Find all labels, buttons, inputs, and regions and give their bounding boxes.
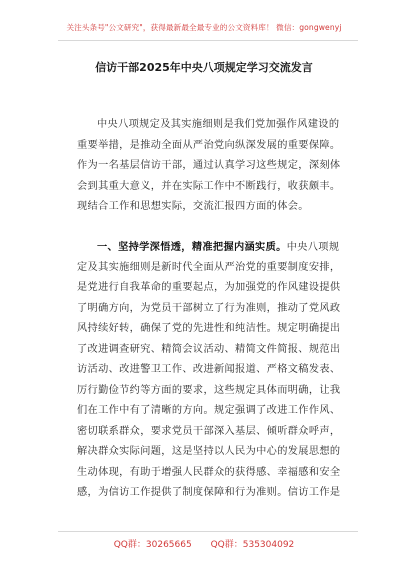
- paragraph-line: 定及其实施细则是新时代全面从严治党的重要制度安排，: [77, 261, 341, 273]
- paragraph-line: 访活动、改进警卫工作、改进新闻报道、严格文稿发表、: [77, 364, 341, 375]
- section-1-heading: 一、坚持学深悟透，精准把握内涵实质。: [97, 241, 287, 253]
- paragraph-line: 感，为信访工作提供了制度保障和行为准则。信访工作是: [77, 487, 341, 498]
- section-1-paragraph: [77, 237, 341, 504]
- footer: [0, 537, 408, 550]
- paragraph-line: 作为一名基层信访干部，通过认真学习这些规定，深刻体: [77, 160, 341, 171]
- section-1-first-line-text: 中央八项规: [286, 242, 340, 253]
- promo-banner: 关注头条号"公文研究"，获得最新最全最专业的公文资料库！ 微信：gongwenyj: [66, 23, 342, 32]
- paragraph-line: 解决群众实际问题，这是坚持以人民为中心的发展思想的: [77, 446, 341, 457]
- footer-qq-group-2: QQ群：535304092: [210, 540, 295, 550]
- document-title: 信访干部2025年中央八项规定学习交流发言: [95, 61, 313, 74]
- paragraph-line: 了改进调查研究、精简会议活动、精简文件简报、规范出: [77, 343, 341, 355]
- paragraph-line: 中央八项规定及其实施细则是我们党加强作风建设的: [97, 119, 340, 130]
- paragraph-line: 密切联系群众，要求党员干部深入基层、倾听群众呼声，: [77, 425, 341, 437]
- paragraph-line: 了明确方向，为党员干部树立了行为准则，推动了党风政: [77, 302, 341, 314]
- section-1-first-line: [77, 237, 340, 258]
- paragraph-line: 会到其重大意义，并在实际工作中不断践行，收获颇丰。: [77, 180, 341, 192]
- paragraph-line: 是党进行自我革命的重要起点，为加强党的作风建设提供: [77, 282, 341, 293]
- footer-qq-group-1: QQ群：30265665: [113, 540, 192, 550]
- intro-paragraph: [77, 115, 341, 218]
- paragraph-line: 厉行勤俭节约等方面的要求，这些规定具体而明确，让我: [77, 384, 341, 396]
- header-divider: [58, 40, 358, 41]
- paragraph-line: 风持续好转，确保了党的先进性和纯洁性。规定明确提出: [77, 323, 341, 334]
- paragraph-line: 们在工作中有了清晰的方向。规定强调了改进工作作风、: [77, 405, 341, 416]
- footer-divider: [58, 531, 358, 532]
- paragraph-line: 重要举措，是推动全面从严治党向纵深发展的重要保障。: [77, 139, 341, 151]
- paragraph-line: 现结合工作和思想实际，交流汇报四方面的体会。: [77, 201, 309, 212]
- paragraph-line: 生动体现，有助于增强人民群众的获得感、幸福感和安全: [77, 466, 341, 478]
